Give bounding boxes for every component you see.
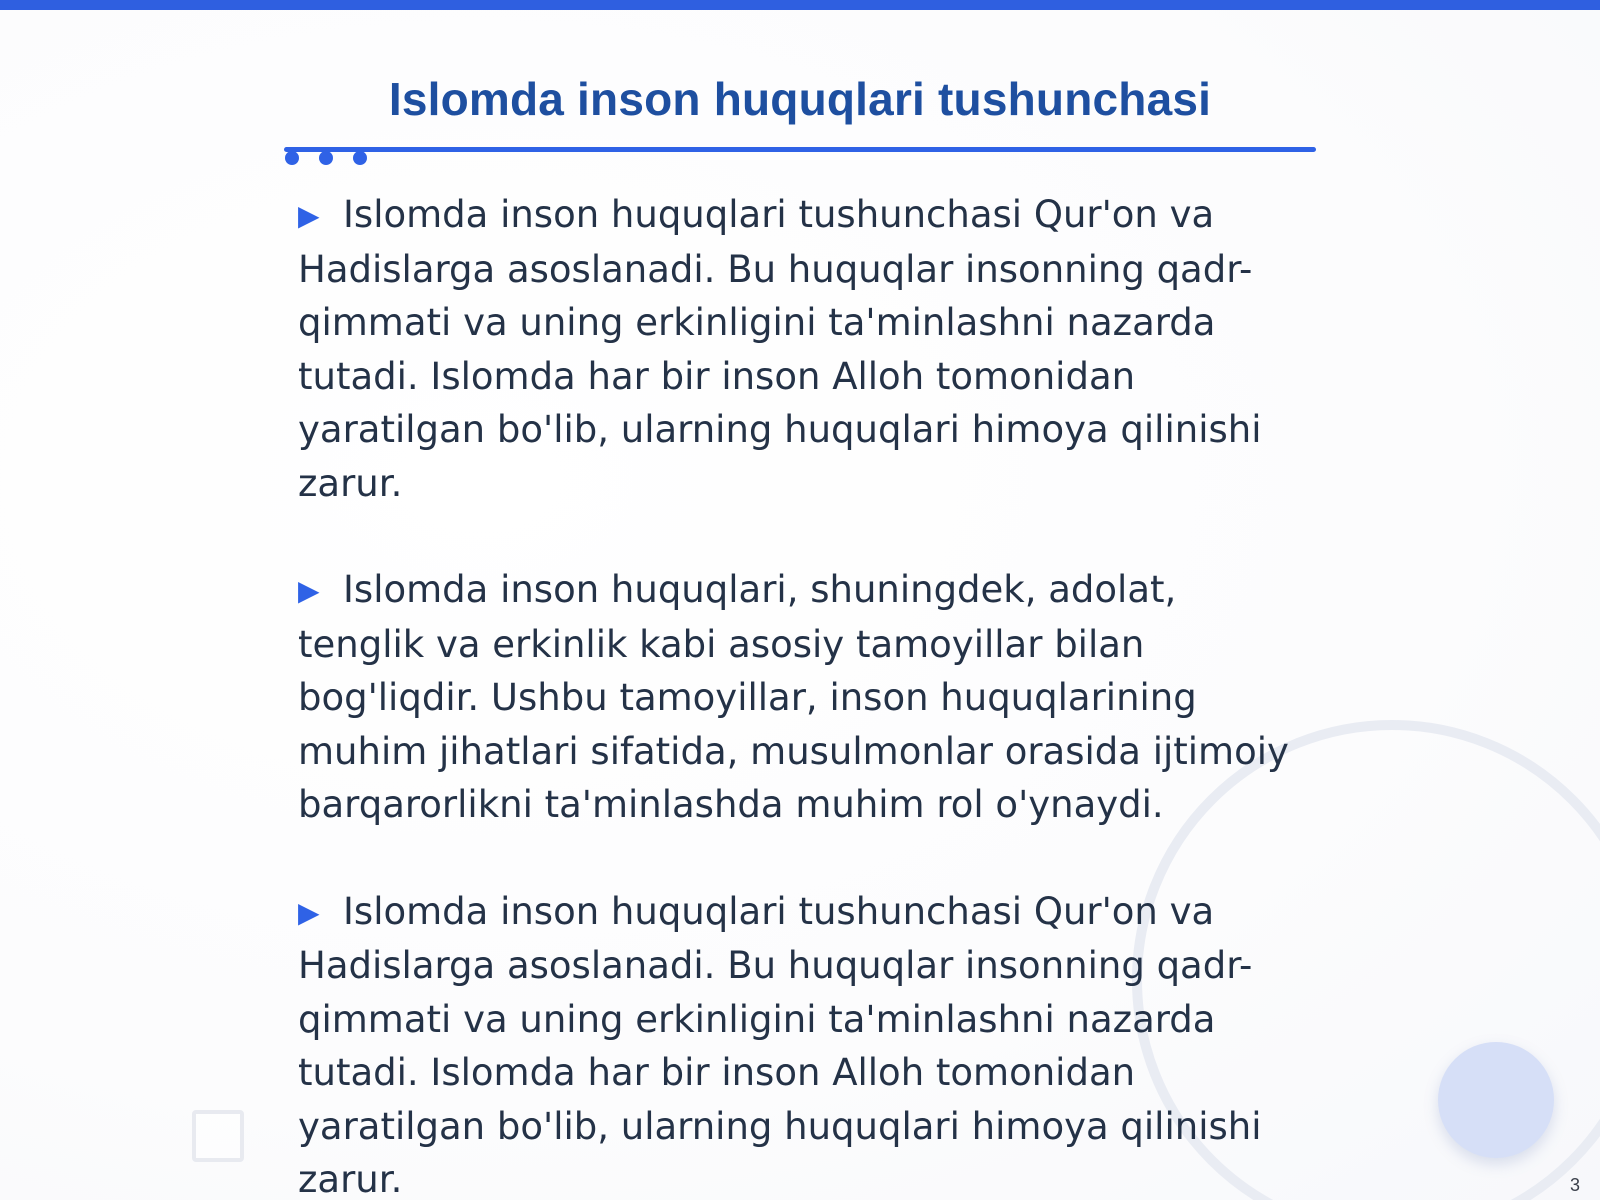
underline-dot [319,151,333,165]
page-number: 3 [1569,1175,1580,1195]
title-underline [284,147,1316,152]
slide-title: Islomda inson huquqlari tushunchasi [388,73,1212,125]
bullet-arrow-icon: ▶ [298,895,320,929]
bullet-text: Islomda inson huquqlari tushunchasi Qur'on va Hadislarga asoslanadi. Bu huquqlar insonning qadr-qimmati va uning erkinligini ta'minlashni nazarda tutadi. Islomda har bir inson Alloh tomonidan yaratilgan bo'lib, ularning huquqlari himoya qilinishi zarur. [298,193,1262,505]
bullet-list [298,188,1308,1200]
bullet-paragraph [298,188,1308,510]
underline-dot [353,151,367,165]
bullet-arrow-icon: ▶ [298,199,320,232]
bullet-text: Islomda inson huquqlari tushunchasi Qur'on va Hadislarga asoslanadi. Bu huquqlar insonning qadr-qimmati va uning erkinligini ta'minlashni nazarda tutadi. Islomda har bir inson Alloh tomonidan yaratilgan bo'lib, ularning huquqlari himoya qilinishi zarur. [298,889,1262,1200]
top-accent-bar [0,0,1600,10]
bullet-paragraph [298,885,1308,1200]
bullet-text: Islomda inson huquqlari, shuningdek, adolat, tenglik va erkinlik kabi asosiy tamoyillar bilan bog'liqdir. Ushbu tamoyillar, inson huquqlarining muhim jihatlari sifatida, musulmonlar orasida ijtimoiy barqarorlikni ta'minlashda muhim rol o'ynaydi. [298,568,1289,826]
decorative-circle [1438,1042,1554,1158]
decorative-square [192,1110,244,1162]
bullet-arrow-icon: ▶ [298,574,320,607]
underline-dot [285,151,299,165]
bullet-paragraph [298,563,1308,832]
